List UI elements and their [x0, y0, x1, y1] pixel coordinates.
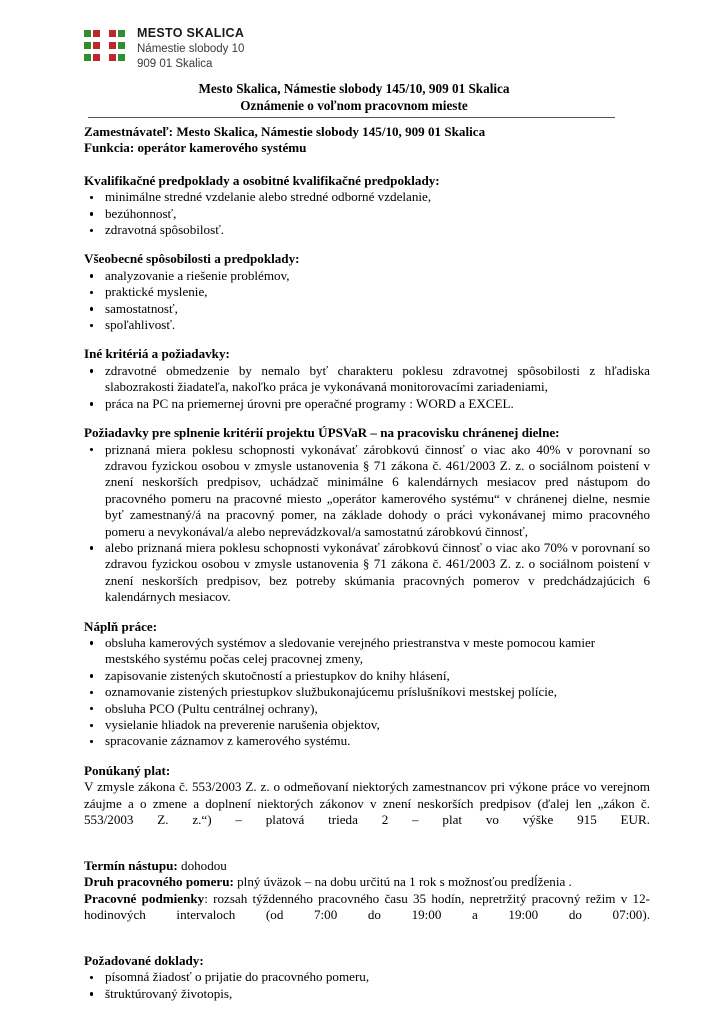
list-item: spoľahlivosť. — [84, 317, 650, 333]
page-title — [84, 80, 624, 114]
general-abilities-list — [84, 268, 650, 334]
list-item: analyzovanie a riešenie problémov, — [84, 268, 650, 284]
section-heading-upsvar: Požiadavky pre splnenie kritérií projektu ÚPSVaR – na pracovisku chránenej dielne: — [84, 425, 560, 441]
section-heading-salary: Ponúkaný plat: — [84, 762, 171, 778]
employment-type-value: plný úväzok – na dobu určitú na 1 rok s možnosťou predĺženia . — [233, 874, 572, 890]
section-heading-other-criteria: Iné kritériá a požiadavky: — [84, 346, 230, 362]
document-body — [84, 124, 650, 1002]
list-item: oznamovanie zistených priestupkov službukonajúcemu príslušníkovi mestskej polície, — [84, 684, 650, 700]
list-item: bezúhonnosť, — [84, 206, 650, 222]
organization-street: Námestie slobody 10 — [137, 42, 245, 55]
section-heading-general-abilities: Všeobecné spôsobilosti a predpoklady: — [84, 251, 300, 267]
list-item: zdravotná spôsobilosť. — [84, 222, 650, 238]
title-line-2: Oznámenie o voľnom pracovnom mieste — [240, 98, 468, 113]
title-divider — [88, 117, 615, 118]
working-conditions-value: : rozsah týždenného pracovného času 35 hodín, nepretržitý pracovný režim v 12-hodinových intervaloch (od 7:00 do 19:00 a 19:00 do 07:00). — [84, 890, 650, 923]
list-item: minimálne stredné vzdelanie alebo stredné odborné vzdelanie, — [84, 189, 650, 205]
list-item: obsluha PCO (Pultu centrálnej ochrany), — [84, 701, 650, 717]
list-item: alebo priznaná miera poklesu schopnosti vykonávať zárobkovú činnosť o viac ako 70% v porovnaní so zdravou fyzickou osobou v zmysle ustanovenia § 71 zákona č. 461/2003 Z. z. o sociálnom poistení v znení neskorších predpisov, bez potreby skúmania pracovných pomerov v predchádzajúcich 6 kalendárnych mesiacov. — [84, 540, 650, 606]
start-date-value: dohodou — [177, 857, 227, 873]
working-conditions-label: Pracovné podmienky — [84, 890, 205, 906]
position-line: Funkcia: operátor kamerového systému — [84, 140, 307, 156]
list-item: obsluha kamerových systémov a sledovanie verejného priestranstva v meste pomocou kamier mestského systému počas celej pracovnej zmeny, — [84, 635, 650, 668]
list-item: priznaná miera poklesu schopnosti vykonávať zárobkovú činnosť o viac ako 40% v porovnaní so zdravou fyzickou osobou v zmysle ustanovenia § 71 zákona č. 461/2003 Z. z. o sociálnom poistení v znení neskorších predpisov, uchádzač minimálne 6 kalendárnych mesiacov pred nástupom do pracovného pomeru na pracovné miesto „operátor kamerového systému“ v chránenej dielne, nesmie byť zamestnaný/á na pracovný pomer, na základe dohody o práci vykonávanej mimo pracovného pomeru a nevykonával/a alebo neprevádzkoval/a samostatnú zárobkovú činnosť, — [84, 442, 650, 540]
mesto-skalica-logo-icon — [84, 26, 125, 61]
employer-line: Zamestnávateľ: Mesto Skalica, Námestie slobody 145/10, 909 01 Skalica — [84, 124, 486, 139]
list-item: zapisovanie zistených skutočností a priestupkov do knihy hlásení, — [84, 668, 650, 684]
employment-type-line — [84, 874, 650, 890]
employment-type-label: Druh pracovného pomeru: — [84, 874, 234, 890]
list-item: samostatnosť, — [84, 301, 650, 317]
letterhead — [84, 26, 244, 73]
duties-list — [84, 635, 650, 750]
other-criteria-list — [84, 363, 650, 412]
list-item: vysielanie hliadok na preverenie narušenia objektov, — [84, 717, 650, 733]
section-heading-qualification: Kvalifikačné predpoklady a osobitné kvalifikačné predpoklady: — [84, 172, 440, 188]
required-documents-list — [84, 969, 650, 1002]
organization-city: 909 01 Skalica — [137, 58, 213, 70]
list-item: spracovanie záznamov z kamerového systému. — [84, 733, 650, 749]
list-item: práca na PC na priemernej úrovni pre operačné programy : WORD a EXCEL. — [84, 396, 650, 412]
salary-text: V zmysle zákona č. 553/2003 Z. z. o odmeňovaní niektorých zamestnancov pri výkone práce vo verejnom záujme a o zmene a doplnení niektorých zákonov v znení neskorších predpisov (ďalej len „zákon č. 553/2003 Z. z.“) – platová trieda 2 – plat vo výške 915 EUR. — [84, 779, 650, 828]
organization-name: MESTO SKALICA — [137, 26, 245, 40]
working-conditions-line — [84, 891, 650, 940]
start-date-label: Termín nástupu: — [84, 857, 178, 873]
start-date-line — [84, 858, 650, 874]
list-item: praktické myslenie, — [84, 284, 650, 300]
list-item: štruktúrovaný životopis, — [84, 986, 650, 1002]
upsvar-list — [84, 442, 650, 606]
title-line-1: Mesto Skalica, Námestie slobody 145/10, 909 01 Skalica — [198, 81, 510, 96]
list-item: písomná žiadosť o prijatie do pracovného pomeru, — [84, 969, 650, 985]
section-heading-duties: Náplň práce: — [84, 618, 158, 634]
list-item: zdravotné obmedzenie by nemalo byť charakteru poklesu zdravotnej spôsobilosti z hľadiska slabozrakosti žiadateľa, nakoľko práca je vykonávaná monitorovacími zariadeniami, — [84, 363, 650, 396]
qualification-list — [84, 189, 650, 238]
section-heading-required-documents: Požadované doklady: — [84, 952, 204, 968]
